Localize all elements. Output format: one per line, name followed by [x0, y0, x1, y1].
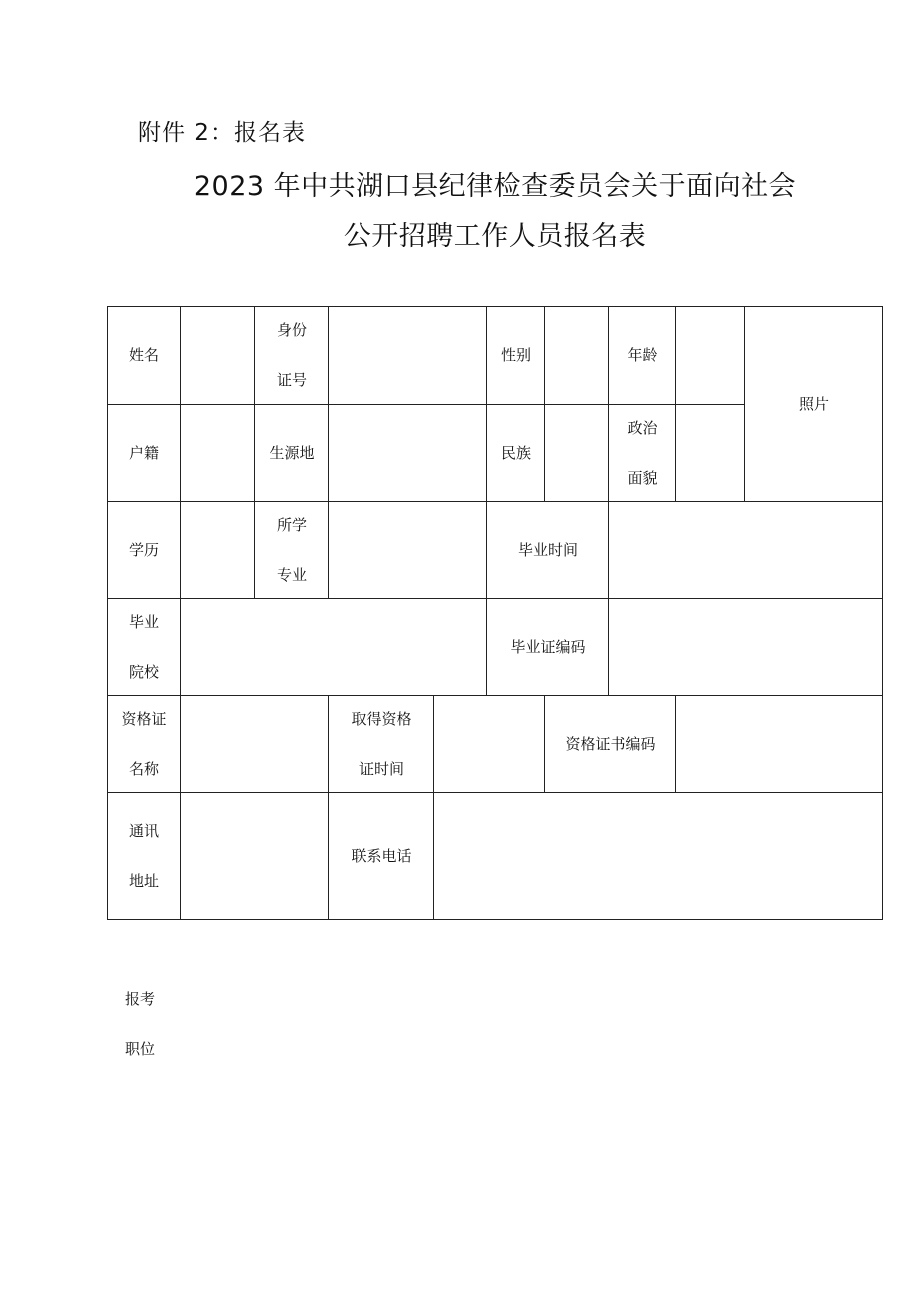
age-field[interactable]	[676, 306, 745, 404]
form-title-line-1: 2023 年中共湖口县纪律检查委员会关于面向社会	[193, 171, 797, 202]
diploma-number-label: 毕业证编码	[510, 637, 586, 656]
position-label-line-2: 职位	[125, 1040, 156, 1058]
ethnicity-label: 民族	[500, 443, 531, 462]
name-label: 姓名	[128, 346, 159, 364]
address-label: 通讯 地址	[128, 822, 159, 890]
phone-label: 联系电话	[351, 847, 412, 865]
position-label-line-1: 报考	[125, 990, 156, 1008]
gender-field[interactable]	[545, 306, 609, 404]
ethnicity-field[interactable]	[545, 404, 609, 501]
certificate-time-field[interactable]	[434, 695, 545, 792]
origin-field[interactable]	[329, 404, 487, 501]
phone-field[interactable]	[434, 792, 883, 920]
id-number-field[interactable]	[329, 306, 487, 404]
address-field[interactable]	[181, 792, 329, 920]
certificate-name-field[interactable]	[181, 695, 329, 792]
political-status-label: 政治 面貌	[627, 418, 658, 487]
id-number-label: 身份 证号	[276, 321, 307, 389]
graduation-time-field[interactable]	[609, 501, 883, 598]
name-field[interactable]	[181, 306, 255, 404]
household-field[interactable]	[181, 404, 255, 501]
major-label: 所学 专业	[276, 515, 307, 584]
attachment-label: 附件 2：报名表	[138, 120, 306, 146]
certificate-number-label: 资格证书编码	[565, 734, 656, 753]
household-label: 户籍	[128, 443, 159, 462]
photo-box[interactable]: 照片	[798, 394, 829, 413]
education-field[interactable]	[181, 501, 255, 598]
form-title-line-2: 公开招聘工作人员报名表	[343, 221, 647, 252]
certificate-number-field[interactable]	[676, 695, 883, 792]
school-label: 毕业 院校	[128, 612, 159, 681]
school-field[interactable]	[181, 598, 487, 695]
origin-label: 生源地	[269, 443, 315, 462]
age-label: 年龄	[627, 346, 658, 364]
major-field[interactable]	[329, 501, 487, 598]
political-status-field[interactable]	[676, 404, 745, 501]
graduation-time-label: 毕业时间	[517, 540, 578, 559]
diploma-number-field[interactable]	[609, 598, 883, 695]
registration-form-table	[107, 306, 883, 920]
certificate-name-label: 资格证 名称	[121, 709, 167, 778]
gender-label: 性别	[500, 346, 531, 364]
certificate-time-label: 取得资格 证时间	[351, 709, 412, 778]
education-label: 学历	[128, 540, 159, 559]
